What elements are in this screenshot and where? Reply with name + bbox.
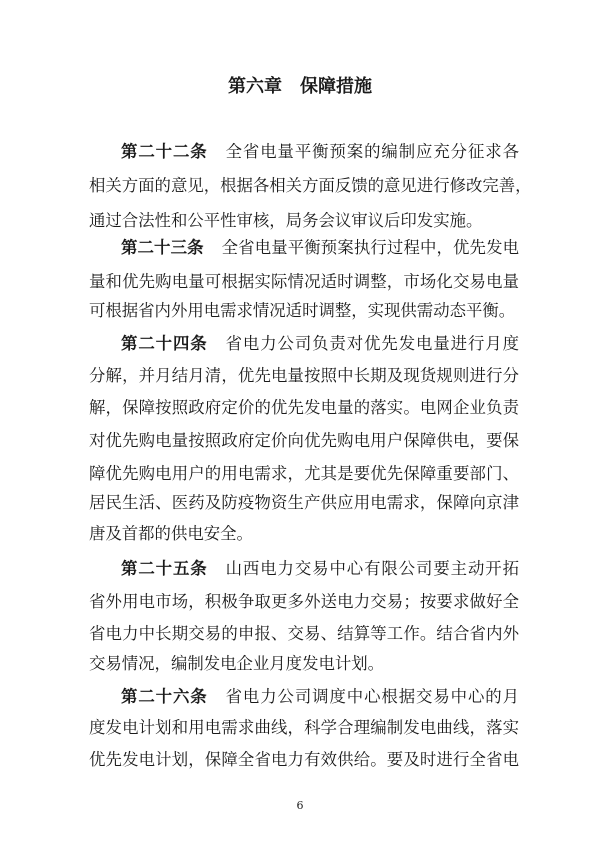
article-22-line-2: 相关方面的意见，根据各相关方面反馈的意见进行修改完善，: [89, 176, 532, 195]
article-text: 省电力公司负责对优先发电量进行月度: [225, 334, 520, 353]
article-24-line-4: 对优先购电量按照政府定价向优先购电用户保障供电，要保: [89, 431, 519, 450]
article-text: 山西电力交易中心有限公司要主动开拓: [225, 559, 520, 578]
page-number: 6: [296, 799, 304, 812]
article-number: 第二十二条: [121, 142, 208, 161]
article-22-line-1: [121, 142, 519, 162]
article-24-line-6: 居民生活、医药及防疫物资生产供应用电需求，保障向京津: [89, 493, 519, 512]
article-25-line-1: [121, 559, 519, 579]
article-24-line-3: 解，保障按照政府定价的优先发电量的落实。电网企业负责: [89, 398, 519, 417]
article-25-line-4: 交易情况，编制发电企业月度发电计划。: [89, 654, 385, 673]
article-25-line-2: 省外用电市场，积极争取更多外送电力交易；按要求做好全: [89, 592, 519, 611]
article-23-line-2: 量和优先购电量可根据实际情况适时调整，市场化交易电量: [89, 272, 519, 291]
article-23-line-1: [121, 238, 519, 258]
article-text: 全省电量平衡预案的编制应充分征求各: [225, 142, 520, 161]
article-24-line-2: 分解，并月结月清，优先电量按照中长期及现货规则进行分: [89, 366, 519, 385]
article-number: 第二十六条: [121, 687, 208, 706]
article-number: 第二十五条: [121, 559, 208, 578]
article-24-line-1: [121, 334, 519, 354]
article-22-line-3: 通过合法性和公平性审核，局务会议审议后印发实施。: [89, 211, 483, 230]
article-26-line-1: [121, 687, 519, 707]
article-text: 省电力公司调度中心根据交易中心的月: [225, 687, 520, 706]
article-number: 第二十三条: [121, 238, 204, 257]
article-24-line-5: 障优先购电用户的用电需求，尤其是要优先保障重要部门、: [89, 464, 519, 483]
chapter-title: 第六章 保障措施: [228, 76, 372, 97]
article-26-line-2: 度发电计划和用电需求曲线，科学合理编制发电曲线，落实: [89, 718, 519, 737]
article-23-line-3: 可根据省内外用电需求情况适时调整，实现供需动态平衡。: [89, 301, 516, 320]
article-number: 第二十四条: [121, 334, 208, 353]
article-text: 全省电量平衡预案执行过程中，优先发电: [221, 238, 520, 257]
article-26-line-3: 优先发电计划，保障全省电力有效供给。要及时进行全省电: [89, 750, 519, 769]
article-25-line-3: 省电力中长期交易的申报、交易、结算等工作。结合省内外: [89, 624, 519, 643]
article-24-line-7: 唐及首都的供电安全。: [89, 524, 253, 543]
